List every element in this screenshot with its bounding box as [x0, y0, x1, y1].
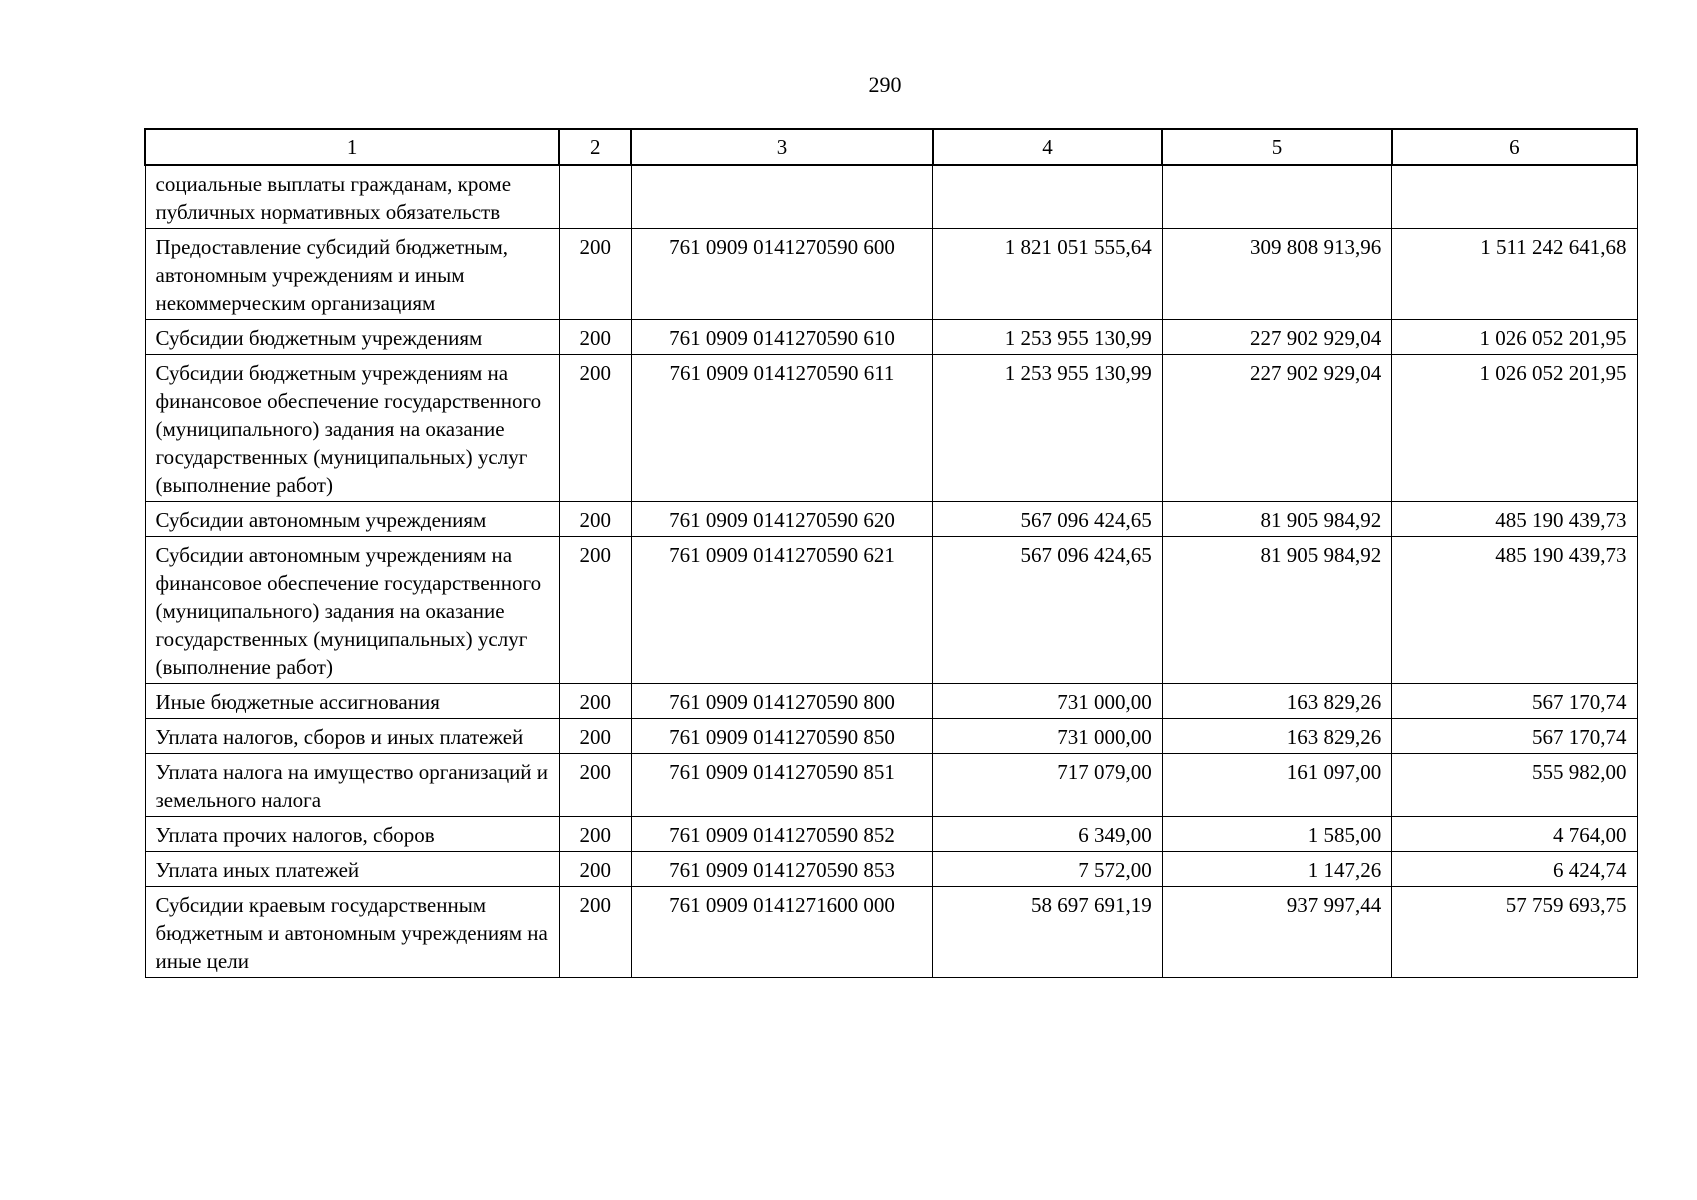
row-value-col5: 1 585,00 [1162, 817, 1392, 852]
header-col-2: 2 [559, 129, 631, 165]
table-row [145, 887, 1637, 978]
header-col-6: 6 [1392, 129, 1637, 165]
row-admin-code [559, 165, 631, 229]
table-row [145, 165, 1637, 229]
row-name: Уплата прочих налогов, сборов [145, 817, 559, 852]
row-budget-code: 761 0909 0141270590 851 [631, 754, 933, 817]
row-value-col4: 1 253 955 130,99 [933, 355, 1163, 502]
row-name: Уплата налога на имущество организаций и земельного налога [145, 754, 559, 817]
row-value-col5: 309 808 913,96 [1162, 229, 1392, 320]
row-budget-code: 761 0909 0141270590 853 [631, 852, 933, 887]
table-row [145, 502, 1637, 537]
row-value-col6: 1 026 052 201,95 [1392, 320, 1637, 355]
row-name: Уплата иных платежей [145, 852, 559, 887]
row-value-col4: 7 572,00 [933, 852, 1163, 887]
row-value-col4: 731 000,00 [933, 684, 1163, 719]
row-value-col5: 1 147,26 [1162, 852, 1392, 887]
row-budget-code: 761 0909 0141270590 800 [631, 684, 933, 719]
row-name: Субсидии автономным учреждениям на финансовое обеспечение государственного (муниципального) задания на оказание государственных (муниципальных) услуг (выполнение работ) [145, 537, 559, 684]
row-name: Субсидии автономным учреждениям [145, 502, 559, 537]
row-name: Субсидии бюджетным учреждениям [145, 320, 559, 355]
row-name: Иные бюджетные ассигнования [145, 684, 559, 719]
header-col-4: 4 [933, 129, 1163, 165]
row-value-col4: 567 096 424,65 [933, 502, 1163, 537]
row-admin-code: 200 [559, 754, 631, 817]
row-budget-code: 761 0909 0141270590 611 [631, 355, 933, 502]
row-value-col6 [1392, 165, 1637, 229]
page-number: 290 [868, 72, 902, 97]
row-name: Уплата налогов, сборов и иных платежей [145, 719, 559, 754]
budget-table [144, 128, 1638, 978]
row-admin-code: 200 [559, 502, 631, 537]
row-budget-code: 761 0909 0141270590 610 [631, 320, 933, 355]
table-row [145, 754, 1637, 817]
row-value-col5: 227 902 929,04 [1162, 320, 1392, 355]
row-value-col5: 937 997,44 [1162, 887, 1392, 978]
table-row [145, 719, 1637, 754]
row-value-col6: 485 190 439,73 [1392, 537, 1637, 684]
row-value-col4: 567 096 424,65 [933, 537, 1163, 684]
row-value-col4: 717 079,00 [933, 754, 1163, 817]
row-budget-code: 761 0909 0141270590 620 [631, 502, 933, 537]
row-value-col5: 81 905 984,92 [1162, 537, 1392, 684]
row-value-col4: 6 349,00 [933, 817, 1163, 852]
row-admin-code: 200 [559, 684, 631, 719]
row-budget-code: 761 0909 0141270590 850 [631, 719, 933, 754]
table-header [145, 129, 1637, 165]
table-row [145, 684, 1637, 719]
row-admin-code: 200 [559, 537, 631, 684]
header-col-1: 1 [145, 129, 559, 165]
row-budget-code: 761 0909 0141270590 600 [631, 229, 933, 320]
table-row [145, 355, 1637, 502]
row-admin-code: 200 [559, 852, 631, 887]
row-value-col4: 731 000,00 [933, 719, 1163, 754]
row-value-col5: 163 829,26 [1162, 684, 1392, 719]
row-name: социальные выплаты гражданам, кроме публичных нормативных обязательств [145, 165, 559, 229]
row-name: Субсидии бюджетным учреждениям на финансовое обеспечение государственного (муниципального) задания на оказание государственных (муниципальных) услуг (выполнение работ) [145, 355, 559, 502]
row-value-col4: 1 821 051 555,64 [933, 229, 1163, 320]
row-value-col6: 1 026 052 201,95 [1392, 355, 1637, 502]
row-value-col4 [933, 165, 1163, 229]
row-budget-code [631, 165, 933, 229]
row-value-col4: 1 253 955 130,99 [933, 320, 1163, 355]
table-row [145, 852, 1637, 887]
row-admin-code: 200 [559, 229, 631, 320]
row-value-col6: 1 511 242 641,68 [1392, 229, 1637, 320]
header-col-5: 5 [1162, 129, 1392, 165]
row-value-col6: 57 759 693,75 [1392, 887, 1637, 978]
table-row [145, 320, 1637, 355]
row-value-col6: 485 190 439,73 [1392, 502, 1637, 537]
row-name: Предоставление субсидий бюджетным, автономным учреждениям и иным некоммерческим организациям [145, 229, 559, 320]
row-admin-code: 200 [559, 355, 631, 502]
row-admin-code: 200 [559, 817, 631, 852]
table-row [145, 537, 1637, 684]
header-row [145, 129, 1637, 165]
row-budget-code: 761 0909 0141270590 852 [631, 817, 933, 852]
row-value-col5: 81 905 984,92 [1162, 502, 1392, 537]
table-body [145, 165, 1637, 978]
row-name: Субсидии краевым государственным бюджетным и автономным учреждениям на иные цели [145, 887, 559, 978]
table-row [145, 229, 1637, 320]
row-value-col6: 6 424,74 [1392, 852, 1637, 887]
row-value-col5: 163 829,26 [1162, 719, 1392, 754]
row-budget-code: 761 0909 0141270590 621 [631, 537, 933, 684]
row-value-col6: 4 764,00 [1392, 817, 1637, 852]
row-budget-code: 761 0909 0141271600 000 [631, 887, 933, 978]
row-value-col4: 58 697 691,19 [933, 887, 1163, 978]
row-admin-code: 200 [559, 320, 631, 355]
row-admin-code: 200 [559, 887, 631, 978]
row-value-col6: 567 170,74 [1392, 684, 1637, 719]
row-value-col5: 227 902 929,04 [1162, 355, 1392, 502]
row-value-col5: 161 097,00 [1162, 754, 1392, 817]
row-admin-code: 200 [559, 719, 631, 754]
row-value-col6: 567 170,74 [1392, 719, 1637, 754]
header-col-3: 3 [631, 129, 933, 165]
row-value-col6: 555 982,00 [1392, 754, 1637, 817]
table-row [145, 817, 1637, 852]
row-value-col5 [1162, 165, 1392, 229]
